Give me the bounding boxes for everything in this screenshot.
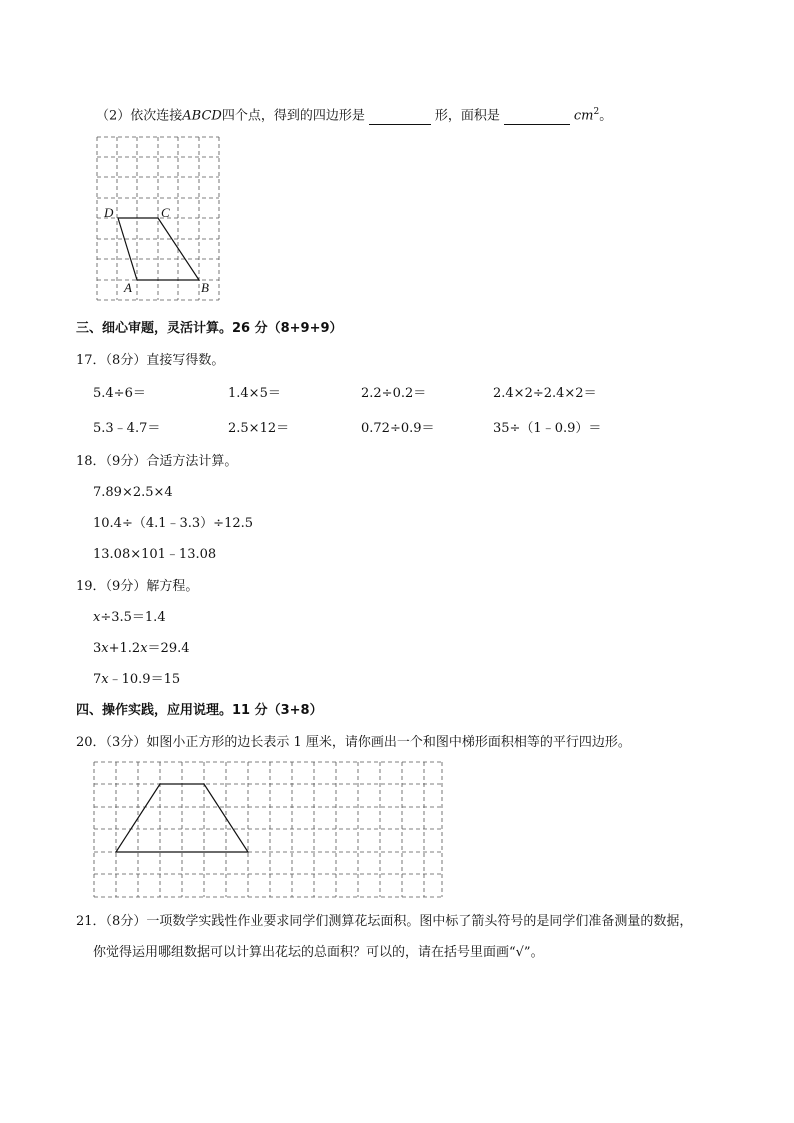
q18-title: 18．（9分）合适方法计算。 <box>76 454 238 469</box>
q20-text: 20．（3分）如图小正方形的边长表示 1 厘米，请你画出一个和图中梯形面积相等的平行四边形。 <box>76 735 631 750</box>
q16-unit: cm <box>573 108 594 124</box>
q16-part2-text <box>96 103 612 125</box>
area-answer-blank[interactable] <box>504 110 570 125</box>
q19-title: 19．（9分）解方程。 <box>76 579 199 594</box>
section3-heading: 三、细心审题，灵活计算。26 分（8+9+9） <box>76 321 343 336</box>
q17-item-4: 2.4×2÷2.4×2＝ <box>493 386 597 401</box>
q17-item-5: 5.3﹣4.7＝ <box>93 421 161 436</box>
q21-line-2: 你觉得运用哪组数据可以计算出花坛的总面积？可以的，请在括号里面画“√”。 <box>93 945 544 960</box>
q18-item-2: 10.4÷（4.1﹣3.3）÷12.5 <box>93 516 254 531</box>
q16-points: ABCD <box>182 108 222 124</box>
q16-mid: 四个点，得到的四边形是 <box>221 108 365 124</box>
q17-item-6: 2.5×12＝ <box>228 421 290 436</box>
q16-unit-exp: 2 <box>593 107 600 117</box>
q21-line-1: 21．（8分）一项数学实践性作业要求同学们测算花坛面积。图中标了箭头符号的是同学们准备测量的数据， <box>76 914 693 929</box>
parallelogram-grid-figure <box>90 132 220 302</box>
q16-end: 。 <box>599 108 613 124</box>
shape-answer-blank[interactable] <box>369 110 431 125</box>
q17-title: 17．（8分）直接写得数。 <box>76 353 225 368</box>
q17-item-2: 1.4×5＝ <box>228 386 281 401</box>
trapezoid-grid-figure[interactable] <box>92 760 444 900</box>
q18-item-1: 7.89×2.5×4 <box>93 485 173 500</box>
parallelogram-abcd <box>118 218 199 280</box>
q17-item-8: 35÷（1﹣0.9）＝ <box>493 421 602 436</box>
q17-item-7: 0.72÷0.9＝ <box>361 421 435 436</box>
q19-equation-1: x÷3.5＝1.4 <box>93 610 166 625</box>
q17-item-3: 2.2÷0.2＝ <box>361 386 427 401</box>
q16-shape-suffix: 形，面积是 <box>434 108 500 124</box>
q19-equation-3: 7x﹣10.9＝15 <box>93 672 181 687</box>
label-b: B <box>201 280 209 295</box>
q17-item-1: 5.4÷6＝ <box>93 386 146 401</box>
q16-prefix: （2）依次连接 <box>96 108 183 124</box>
label-c: C <box>161 205 170 220</box>
section4-heading: 四、操作实践，应用说理。11 分（3+8） <box>76 703 323 718</box>
label-d: D <box>104 205 114 220</box>
q19-equation-2: 3x+1.2x＝29.4 <box>93 641 190 656</box>
label-a: A <box>124 280 132 295</box>
q18-item-3: 13.08×101﹣13.08 <box>93 547 217 562</box>
